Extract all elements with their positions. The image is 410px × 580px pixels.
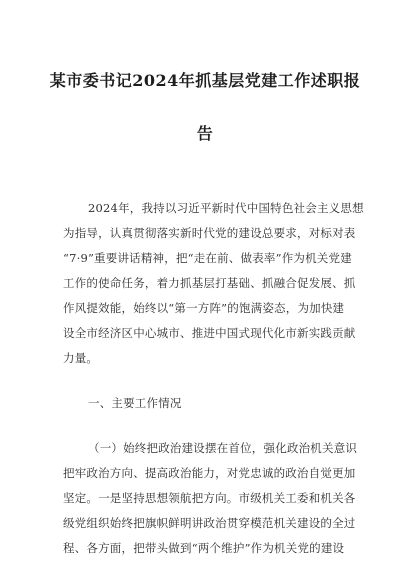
paragraph-2-line-1: （一）始终把政治建设摆在首位，强化政治机关意识	[88, 441, 358, 455]
document-title-line-2: 告	[196, 124, 214, 143]
paragraph-1-line-3: “7·9”重要讲话精神，把“走在前、做表率”作为机关党建	[63, 251, 352, 265]
paragraph-2-line-2: 把牢政治方向、提高政治能力，对党忠诚的政治自觉更加	[63, 466, 356, 480]
paragraph-1-line-2: 为指导，认真贯彻落实新时代党的建设总要求，对标对表	[63, 226, 356, 240]
paragraph-1-line-1: 2024年，我持以习近平新时代中国特色社会主义思想	[88, 201, 364, 215]
paragraph-1-line-6: 设全市经济区中心城市、推进中国式现代化市新实践贡献	[63, 326, 356, 340]
paragraph-1-line-5: 作风提效能，始终以“第一方阵”的饱满姿态，为加快建	[63, 301, 345, 315]
paragraph-1-line-7: 力量。	[63, 351, 99, 365]
paragraph-2-line-5: 程、各方面，把带头做到“两个维护”作为机关党的建设	[63, 541, 345, 555]
section-heading-1: 一、主要工作情况	[88, 396, 182, 410]
paragraph-2-line-3: 坚定。一是坚持思想领航把方向。市级机关工委和机关各	[63, 491, 356, 505]
document-title-line-1: 某市委书记2024年抓基层党建工作述职报	[49, 71, 361, 90]
paragraph-2-line-4: 级党组织始终把旗帜鲜明讲政治贯穿模范机关建设的全过	[63, 516, 356, 530]
paragraph-1-line-4: 工作的使命任务，着力抓基层打基础、抓融合促发展、抓	[63, 276, 356, 290]
